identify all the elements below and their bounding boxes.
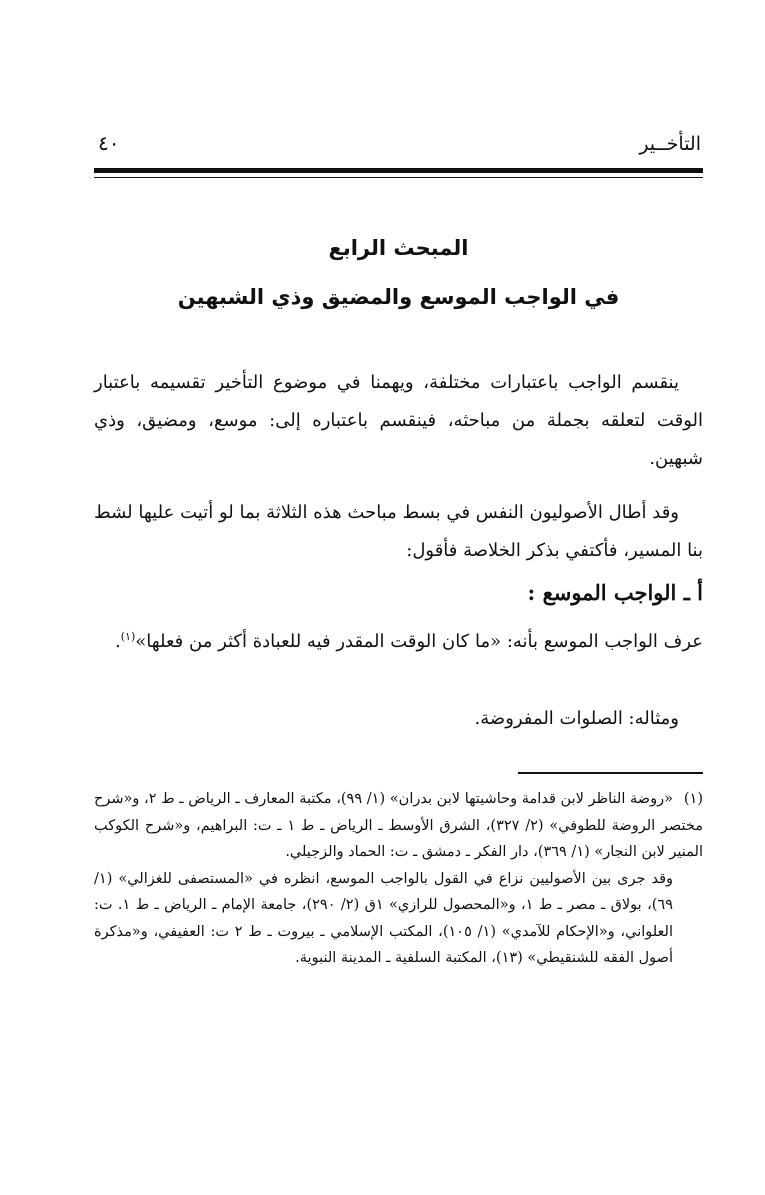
section-title: المبحث الرابع [328,236,469,260]
footnote-1-text: «روضة الناظر لابن قدامة وحاشيتها لابن بدران» (١/ ٩٩)، مكتبة المعارف ـ الرياض ـ ط ٢، و«شرح مختصر الروضة للطوفي» (٢/ ٣٢٧)، الشرق الأوسط ـ الرياض ـ ط ١ ـ ت: البراهيم، و«شرح الكوكب المنير لابن النجار» (١/ ٣٦٩)، دار الفكر ـ دمشق ـ ت: الحماد والزجيلي. [94,791,703,860]
paragraph-2-text: وقد أطال الأصوليون النفس في بسط مباحث هذه الثلاثة بما لو أتيت عليها لشط بنا المسير، فأكتفي بذكر الخلاصة فأقول: [94,502,703,561]
paragraph-4 [94,700,703,738]
subheading: أ ـ الواجب الموسع : [527,580,703,605]
footnote-separator [518,772,703,774]
footnote-1-continuation [94,866,703,972]
page-number: ٤٠ [98,131,120,155]
paragraph-3-end: . [114,631,121,652]
paragraph-2 [94,494,703,570]
paragraph-3-text: عرف الواجب الموسع بأنه: «ما كان الوقت المقدر فيه للعبادة أكثر من فعلها» [135,631,703,652]
footnotes [94,786,703,972]
footnote-1-marker: (١) [683,791,703,807]
paragraph-3 [94,623,703,661]
paragraph-4-text: ومثاله: الصلوات المفروضة. [474,708,679,729]
footnote-reference[interactable]: (١) [120,630,136,643]
section-subtitle: في الواجب الموسع والمضيق وذي الشبهين [177,285,620,309]
paragraph-1-text: ينقسم الواجب باعتبارات مختلفة، ويهمنا في موضوع التأخير تقسيمه باعتبار الوقت لتعلقه بجملة من مباحثه، فينقسم باعتباره إلى: موسع، ومضيق، وذي شبهين. [94,372,703,469]
paragraph-1 [94,364,703,478]
header-rule-thick [94,168,703,173]
header-rule-thin [94,177,703,178]
running-header-title: التأخــير [639,133,701,155]
footnote-1 [94,786,703,866]
footnote-2-text: وقد جرى بين الأصوليين نزاع في القول بالواجب الموسع، انظره في «المستصفى للغزالي» (١/ ٦٩)، بولاق ـ مصر ـ ط ١، و«المحصول للرازي» ١ق (٢/ ٢٩٠)، جامعة الإمام ـ الرياض ـ ط ١. ت: العلواني، و«الإحكام للآمدي» (١/ ١٠٥)، المكتب الإسلامي ـ بيروت ـ ط ٢ ت: العفيفي، و«مذكرة أصول الفقه للشنقيطي» (١٣)، المكتبة السلفية ـ المدينة النبوية. [94,870,673,966]
